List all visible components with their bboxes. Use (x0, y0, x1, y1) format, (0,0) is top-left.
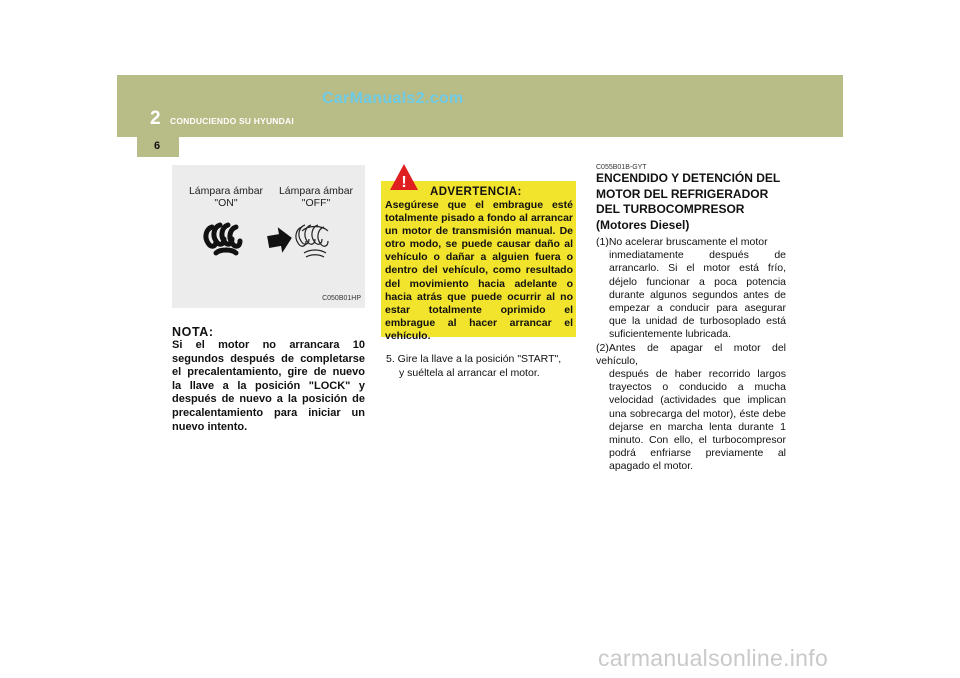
list-item (596, 342, 786, 474)
svg-text:!: ! (401, 174, 407, 191)
list-item-rest: inmediatamente después de arrancarlo. Si el motor está frío, déjelo funcionar a poca potencia durante algunos segundos antes de empezar a conducir para asegurar que la unidad de turbosoplado está suficientemente lubricada. (609, 249, 786, 341)
section-title: ENCENDIDO Y DETENCIÓN DEL MOTOR DEL REFRIGERADOR DEL TURBOCOMPRESOR (Motores Diesel) (596, 171, 781, 232)
step-5-line-1: 5. Gire la llave a la posición "START", (386, 353, 562, 365)
top-watermark-link[interactable]: CarManuals2.com (322, 90, 464, 107)
nota-body: Si el motor no arrancara 10 segundos después de completarse el precalentamiento, gire de nuevo la llave a la posición "LOCK" y después de nuevo a la posición de precalentamiento para iniciar un nuevo intento. (172, 339, 365, 433)
bottom-watermark-link[interactable]: carmanualsonline.info (598, 645, 829, 671)
list-item-first-line: (1)No acelerar bruscamente el motor (596, 236, 768, 248)
turbo-instructions-list (596, 236, 786, 474)
step-5 (386, 353, 576, 380)
glow-plug-on-icon (206, 225, 240, 253)
section-code: C055B01B-GYT (596, 164, 647, 171)
nota-heading: NOTA: (172, 325, 214, 339)
lamp-on-label: Lámpara ámbar "ON" (188, 185, 264, 209)
lamp-off-label: Lámpara ámbar "OFF" (278, 185, 354, 209)
chapter-number: 2 (150, 108, 161, 129)
list-item-rest: después de haber recorrido largos trayectos o conducido a mucha velocidad (actividades que implican una sobrecarga del motor), éste debe dejarse en marcha lenta durante 1 minuto. Con ello, el turbocompresor podrá enfriarse previamente al apagado el motor. (609, 368, 786, 473)
chapter-title: CONDUCIENDO SU HYUNDAI (170, 116, 294, 126)
glow-plug-off-icon (296, 225, 328, 257)
list-item-first-line: (2)Antes de apagar el motor del vehículo, (596, 341, 786, 367)
list-item (596, 236, 786, 342)
glow-lamp-illustration (172, 165, 365, 308)
arrow-right-icon (266, 225, 294, 255)
figure-code: C050B01HP (322, 295, 361, 302)
warning-body: Asegúrese que el embrague esté totalmente pisado a fondo al arrancar un motor de transmisión manual. De otro modo, se puede causar daño al vehículo o dañar a alguien fuera o dentro del vehículo, como resultado del movimiento hacia adelante o hacia atrás que puede ocurrir al no estar totalmente oprimido el embrague al hacer arrancar el vehículo. (385, 199, 573, 342)
page-number: 6 (154, 140, 161, 152)
step-5-line-2: y suéltela al arrancar el motor. (399, 366, 540, 379)
warning-title: ADVERTENCIA: (430, 186, 522, 198)
warning-triangle-icon (389, 163, 419, 191)
header-band (117, 75, 843, 137)
